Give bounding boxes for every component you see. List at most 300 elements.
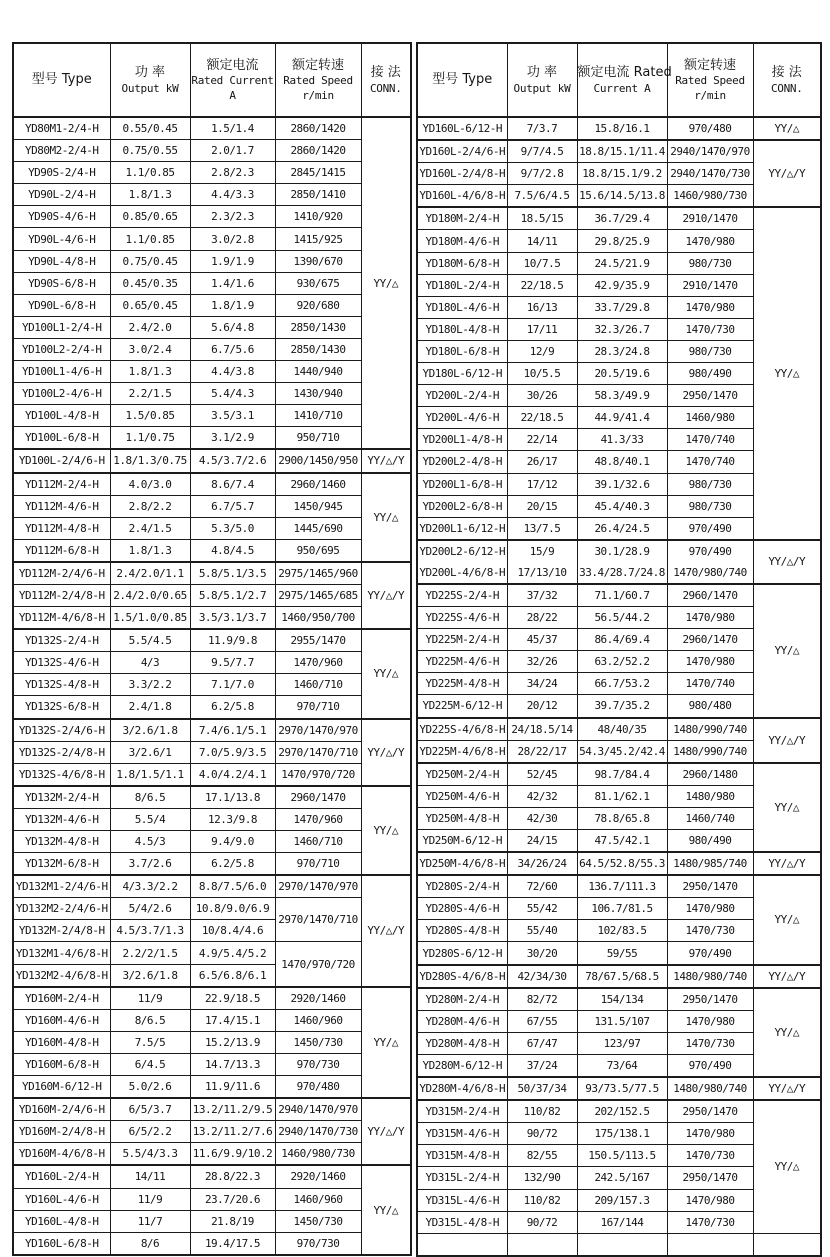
header-line: r/min	[302, 88, 334, 102]
cell-conn: YY/△	[361, 629, 411, 718]
cell-power: 24/18.5/14	[507, 718, 577, 741]
cell-current: 11.9/9.8	[190, 629, 275, 652]
cell-power: 17/11	[507, 318, 577, 340]
cell-speed: 1470/960	[275, 652, 361, 674]
cell-conn: YY/△/Y	[361, 875, 411, 986]
cell-speed: 1415/925	[275, 228, 361, 250]
cell-power: 5/4/2.6	[110, 898, 190, 920]
cell-speed: 1480/990/740	[667, 718, 753, 741]
cell-current: 5.8/5.1/3.5	[190, 562, 275, 585]
cell-power: 0.65/0.45	[110, 294, 190, 316]
cell-speed: 1470/730	[667, 1211, 753, 1233]
cell-power: 3/2.6/1.8	[110, 964, 190, 987]
cell-current: 9.4/9.0	[190, 831, 275, 853]
cell-speed: 1440/940	[275, 361, 361, 383]
cell-conn: YY/△	[753, 207, 821, 539]
cell-current: 6.7/5.7	[190, 495, 275, 517]
cell-type: YD180L-6/12-H	[417, 363, 507, 385]
cell-current: 6.2/5.8	[190, 853, 275, 876]
table-row	[417, 584, 821, 607]
header-line: 额定转速	[291, 57, 344, 73]
table-row	[13, 294, 411, 316]
cell-current: 18.8/15.1/11.4	[577, 140, 667, 163]
cell-power: 1.8/1.5/1.1	[110, 763, 190, 786]
cell-current: 5.6/4.8	[190, 316, 275, 338]
cell-current: 58.3/49.9	[577, 385, 667, 407]
cell-type: YD100L-6/8-H	[13, 427, 110, 450]
cell-speed: 2975/1465/685	[275, 584, 361, 606]
cell-type: YD280S-6/12-H	[417, 942, 507, 965]
table-row	[417, 1100, 821, 1123]
cell-type: YD160M-2/4/8-H	[13, 1121, 110, 1143]
cell-speed: 980/730	[667, 252, 753, 274]
cell-conn: YY/△/Y	[361, 449, 411, 472]
cell-type: YD160M-6/12-H	[13, 1076, 110, 1099]
cell-type: YD112M-2/4-H	[13, 473, 110, 496]
table-row	[13, 272, 411, 294]
table-row	[13, 1098, 411, 1121]
cell-current: 56.5/44.2	[577, 607, 667, 629]
cell-current: 66.7/53.2	[577, 673, 667, 695]
cell-current: 98.7/84.4	[577, 763, 667, 786]
cell-speed: 1470/980	[667, 230, 753, 252]
table-row	[13, 607, 411, 630]
cell-power: 12/9	[507, 340, 577, 362]
cell-type: YD250M-2/4-H	[417, 763, 507, 786]
cell-type: YD180M-4/6-H	[417, 230, 507, 252]
cell-speed: 970/490	[667, 540, 753, 562]
cell-current: 6.7/5.6	[190, 338, 275, 360]
cell-type: YD280S-4/8-H	[417, 920, 507, 942]
cell-type: YD180L-6/8-H	[417, 340, 507, 362]
table-row	[13, 831, 411, 853]
cell-current: 4.4/3.8	[190, 361, 275, 383]
cell-speed: 1450/730	[275, 1031, 361, 1053]
cell-power: 2.4/2.0/1.1	[110, 562, 190, 585]
cell-speed: 1460/980	[667, 407, 753, 429]
cell-type: YD200L-4/6/8-H	[417, 562, 507, 584]
cell-power: 14/11	[507, 230, 577, 252]
cell-power: 1.8/1.3	[110, 361, 190, 383]
cell-speed: 1470/980/740	[667, 562, 753, 584]
cell-type: YD180M-6/8-H	[417, 252, 507, 274]
cell-speed: 1470/980	[667, 296, 753, 318]
header-line: 接 法	[370, 65, 401, 81]
cell-power: 132/90	[507, 1167, 577, 1189]
column-header-conn	[753, 43, 821, 117]
cell-type: YD90L-6/8-H	[13, 294, 110, 316]
cell-power: 7.5/5	[110, 1031, 190, 1053]
cell-type: YD160L-2/4/6-H	[417, 140, 507, 163]
cell-type: YD315M-4/6-H	[417, 1123, 507, 1145]
header-line: 型号 Type	[31, 72, 92, 88]
cell-speed: 1390/670	[275, 250, 361, 272]
header-line: 额定电流	[206, 57, 259, 73]
table-row	[13, 741, 411, 763]
cell-type: YD180M-2/4-H	[417, 207, 507, 230]
cell-power: 6/5/3.7	[110, 1098, 190, 1121]
cell-power	[507, 1233, 577, 1256]
cell-speed: 2940/1470/730	[275, 1121, 361, 1143]
cell-type: YD132S-4/6/8-H	[13, 763, 110, 786]
cell-current: 14.7/13.3	[190, 1053, 275, 1075]
cell-conn: YY/△/Y	[753, 965, 821, 988]
header-line: Output kW	[513, 81, 571, 95]
cell-power: 28/22/17	[507, 740, 577, 763]
cell-current: 41.3/33	[577, 429, 667, 451]
cell-power: 1.5/0.85	[110, 405, 190, 427]
cell-type: YD100L-2/4/6-H	[13, 449, 110, 472]
cell-power: 7.5/6/4.5	[507, 185, 577, 208]
table-row	[417, 117, 821, 140]
cell-type: YD90S-6/8-H	[13, 272, 110, 294]
cell-power: 42/30	[507, 807, 577, 829]
header-line: Output kW	[121, 81, 179, 95]
cell-power: 90/72	[507, 1123, 577, 1145]
cell-conn: YY/△/Y	[753, 852, 821, 875]
cell-power: 3.0/2.4	[110, 338, 190, 360]
cell-current: 17.4/15.1	[190, 1009, 275, 1031]
cell-power: 9/7/4.5	[507, 140, 577, 163]
cell-current: 39.7/35.2	[577, 695, 667, 718]
cell-speed: 1470/960	[275, 808, 361, 830]
cell-current: 28.8/22.3	[190, 1165, 275, 1188]
table-row	[13, 473, 411, 496]
cell-current: 26.4/24.5	[577, 517, 667, 540]
table-row	[13, 1232, 411, 1255]
cell-type: YD225M-4/6-H	[417, 651, 507, 673]
cell-current: 63.2/52.2	[577, 651, 667, 673]
column-header-type	[13, 43, 110, 117]
cell-speed: 1470/730	[667, 1145, 753, 1167]
table-row	[13, 942, 411, 964]
cell-current: 123/97	[577, 1032, 667, 1054]
cell-current: 6.5/6.8/6.1	[190, 964, 275, 987]
cell-type: YD280M-4/6-H	[417, 1010, 507, 1032]
header-line: Current A	[593, 81, 651, 95]
cell-conn: YY/△/Y	[361, 1098, 411, 1165]
table-row	[13, 250, 411, 272]
cell-current: 21.8/19	[190, 1210, 275, 1232]
cell-type: YD132S-4/8-H	[13, 674, 110, 696]
cell-current: 1.8/1.9	[190, 294, 275, 316]
cell-current: 2.0/1.7	[190, 140, 275, 162]
cell-speed: 2950/1470	[667, 988, 753, 1011]
cell-current: 13.2/11.2/9.5	[190, 1098, 275, 1121]
table-row	[13, 898, 411, 920]
cell-power: 11/9	[110, 1188, 190, 1210]
cell-current: 42.9/35.9	[577, 274, 667, 296]
cell-power: 20/15	[507, 495, 577, 517]
cell-speed: 2900/1450/950	[275, 449, 361, 472]
cell-speed: 930/675	[275, 272, 361, 294]
cell-type: YD112M-4/6-H	[13, 495, 110, 517]
cell-current: 5.3/5.0	[190, 517, 275, 539]
cell-power: 67/47	[507, 1032, 577, 1054]
cell-type: YD112M-4/6/8-H	[13, 607, 110, 630]
cell-type: YD160L-2/4-H	[13, 1165, 110, 1188]
cell-speed	[667, 1233, 753, 1256]
table-row	[417, 207, 821, 230]
cell-current: 2.3/2.3	[190, 206, 275, 228]
cell-current: 78/67.5/68.5	[577, 965, 667, 988]
cell-type: YD100L2-2/4-H	[13, 338, 110, 360]
cell-type: YD160L-6/8-H	[13, 1232, 110, 1255]
cell-power: 2.4/1.5	[110, 517, 190, 539]
cell-speed: 970/480	[667, 117, 753, 140]
column-header-power	[507, 43, 577, 117]
cell-speed: 2920/1460	[275, 1165, 361, 1188]
table-row	[13, 539, 411, 562]
cell-speed: 980/490	[667, 830, 753, 853]
cell-type: YD160L-4/8-H	[13, 1210, 110, 1232]
cell-power: 7/3.7	[507, 117, 577, 140]
cell-power: 1.5/1.0/0.85	[110, 607, 190, 630]
cell-current: 2.8/2.3	[190, 162, 275, 184]
table-row	[417, 140, 821, 163]
header-row	[417, 43, 821, 117]
cell-current: 242.5/167	[577, 1167, 667, 1189]
table-row	[13, 987, 411, 1010]
table-row	[417, 718, 821, 741]
cell-speed: 1470/740	[667, 429, 753, 451]
cell-power: 30/26	[507, 385, 577, 407]
cell-speed: 980/730	[667, 473, 753, 495]
cell-type: YD315L-2/4-H	[417, 1167, 507, 1189]
cell-speed: 1470/980	[667, 1189, 753, 1211]
cell-current: 23.7/20.6	[190, 1188, 275, 1210]
cell-power: 22/18.5	[507, 274, 577, 296]
cell-power: 0.55/0.45	[110, 117, 190, 140]
cell-type: YD132M2-2/4/6-H	[13, 898, 110, 920]
cell-type: YD250M-4/6/8-H	[417, 852, 507, 875]
table-row	[13, 427, 411, 450]
cell-power: 45/37	[507, 629, 577, 651]
cell-current: 48.8/40.1	[577, 451, 667, 473]
cell-conn: YY/△	[361, 473, 411, 562]
table-row	[13, 517, 411, 539]
cell-power: 2.2/1.5	[110, 383, 190, 405]
cell-type: YD225M-4/8-H	[417, 673, 507, 695]
cell-power: 3.3/2.2	[110, 674, 190, 696]
cell-power: 8/6.5	[110, 1009, 190, 1031]
spec-table-right	[416, 42, 822, 1257]
table-row	[13, 1143, 411, 1166]
cell-power: 2.4/2.0	[110, 316, 190, 338]
cell-current: 47.5/42.1	[577, 830, 667, 853]
cell-type: YD132S-2/4/8-H	[13, 741, 110, 763]
cell-type: YD200L2-4/8-H	[417, 451, 507, 473]
cell-power: 8/6.5	[110, 786, 190, 809]
table-row	[417, 1233, 821, 1256]
cell-power: 34/26/24	[507, 852, 577, 875]
cell-speed: 1460/980/730	[275, 1143, 361, 1166]
cell-power: 67/55	[507, 1010, 577, 1032]
cell-speed: 1470/730	[667, 1032, 753, 1054]
cell-speed: 2970/1470/710	[275, 741, 361, 763]
cell-speed: 2970/1470/970	[275, 875, 361, 898]
cell-type: YD280M-2/4-H	[417, 988, 507, 1011]
cell-power: 0.85/0.65	[110, 206, 190, 228]
cell-type: YD280M-4/6/8-H	[417, 1077, 507, 1100]
cell-power: 0.75/0.55	[110, 140, 190, 162]
cell-current: 4.5/3.7/2.6	[190, 449, 275, 472]
cell-speed: 2960/1470	[667, 584, 753, 607]
cell-speed: 2970/1470/710	[275, 898, 361, 942]
cell-current: 45.4/40.3	[577, 495, 667, 517]
cell-speed: 1470/980	[667, 1010, 753, 1032]
cell-conn: YY/△	[753, 875, 821, 964]
cell-type: YD80M2-2/4-H	[13, 140, 110, 162]
table-row	[417, 763, 821, 786]
cell-power: 1.1/0.85	[110, 162, 190, 184]
table-row	[13, 1188, 411, 1210]
cell-current: 1.4/1.6	[190, 272, 275, 294]
cell-power: 6/4.5	[110, 1053, 190, 1075]
table-row	[13, 1076, 411, 1099]
cell-type: YD280S-4/6/8-H	[417, 965, 507, 988]
cell-type: YD180L-4/6-H	[417, 296, 507, 318]
cell-speed: 2850/1430	[275, 338, 361, 360]
cell-speed: 2910/1470	[667, 274, 753, 296]
cell-power: 3.7/2.6	[110, 853, 190, 876]
header-line: 功 率	[526, 65, 558, 81]
cell-current: 48/40/35	[577, 718, 667, 741]
header-line: CONN.	[770, 81, 803, 95]
table-row	[417, 1077, 821, 1100]
cell-speed: 1480/990/740	[667, 740, 753, 763]
cell-speed: 1480/980/740	[667, 965, 753, 988]
cell-power: 3/2.6/1	[110, 741, 190, 763]
cell-speed: 2950/1470	[667, 385, 753, 407]
table-row	[417, 875, 821, 898]
column-header-speed	[667, 43, 753, 117]
header-line: r/min	[694, 88, 726, 102]
cell-power: 82/55	[507, 1145, 577, 1167]
cell-current: 3.0/2.8	[190, 228, 275, 250]
cell-type: YD132S-4/6-H	[13, 652, 110, 674]
cell-speed: 2860/1420	[275, 117, 361, 140]
cell-current: 81.1/62.1	[577, 785, 667, 807]
cell-current: 15.6/14.5/13.8	[577, 185, 667, 208]
cell-current	[577, 1233, 667, 1256]
table-row	[13, 629, 411, 652]
cell-current: 8.8/7.5/6.0	[190, 875, 275, 898]
table-row	[13, 1031, 411, 1053]
table-row	[13, 117, 411, 140]
cell-speed: 2940/1470/730	[667, 163, 753, 185]
table-row	[13, 449, 411, 472]
cell-type: YD315M-2/4-H	[417, 1100, 507, 1123]
cell-speed: 1410/710	[275, 405, 361, 427]
cell-type: YD90S-4/6-H	[13, 206, 110, 228]
cell-power: 82/72	[507, 988, 577, 1011]
cell-power: 34/24	[507, 673, 577, 695]
cell-power: 20/12	[507, 695, 577, 718]
cell-speed: 1460/740	[667, 807, 753, 829]
cell-type: YD132M-2/4-H	[13, 786, 110, 809]
cell-power: 32/26	[507, 651, 577, 673]
cell-speed: 980/490	[667, 363, 753, 385]
cell-speed: 1470/970/720	[275, 942, 361, 987]
cell-type: YD225M-2/4-H	[417, 629, 507, 651]
cell-type: YD200L-2/4-H	[417, 385, 507, 407]
cell-current: 131.5/107	[577, 1010, 667, 1032]
table-row	[13, 405, 411, 427]
cell-conn: YY/△/Y	[361, 719, 411, 786]
cell-current: 22.9/18.5	[190, 987, 275, 1010]
cell-current: 29.8/25.9	[577, 230, 667, 252]
cell-current: 4.4/3.3	[190, 184, 275, 206]
cell-speed: 2970/1470/970	[275, 719, 361, 742]
cell-power: 5.5/4/3.3	[110, 1143, 190, 1166]
header-line: Rated Current	[191, 74, 274, 88]
header-line: 额定电流 Rated	[577, 65, 672, 81]
cell-speed: 2860/1420	[275, 140, 361, 162]
cell-current: 64.5/52.8/55.3	[577, 852, 667, 875]
cell-current: 36.7/29.4	[577, 207, 667, 230]
cell-type: YD250M-4/8-H	[417, 807, 507, 829]
cell-type: YD280M-6/12-H	[417, 1054, 507, 1077]
cell-type: YD200L1-4/8-H	[417, 429, 507, 451]
cell-power: 9/7/2.8	[507, 163, 577, 185]
cell-speed: 2955/1470	[275, 629, 361, 652]
cell-current: 20.5/19.6	[577, 363, 667, 385]
cell-speed: 2850/1410	[275, 184, 361, 206]
cell-speed: 1470/970/720	[275, 763, 361, 786]
cell-type: YD132M-4/8-H	[13, 831, 110, 853]
table-row	[13, 228, 411, 250]
cell-conn: YY/△	[753, 584, 821, 718]
column-header-speed	[275, 43, 361, 117]
header-line: 额定转速	[683, 57, 736, 73]
cell-current: 11.9/11.6	[190, 1076, 275, 1099]
cell-current: 11.6/9.9/10.2	[190, 1143, 275, 1166]
cell-type: YD200L1-6/12-H	[417, 517, 507, 540]
cell-current: 24.5/21.9	[577, 252, 667, 274]
cell-type: YD132S-6/8-H	[13, 696, 110, 719]
table-row	[13, 763, 411, 786]
cell-power: 0.45/0.35	[110, 272, 190, 294]
cell-current: 9.5/7.7	[190, 652, 275, 674]
cell-current: 12.3/9.8	[190, 808, 275, 830]
cell-current: 18.8/15.1/9.2	[577, 163, 667, 185]
table-row	[13, 786, 411, 809]
cell-power: 2.8/2.2	[110, 495, 190, 517]
cell-speed: 980/730	[667, 495, 753, 517]
cell-speed: 2850/1430	[275, 316, 361, 338]
table-row	[13, 696, 411, 719]
cell-type: YD100L-4/8-H	[13, 405, 110, 427]
cell-current: 30.1/28.9	[577, 540, 667, 562]
cell-type: YD160M-4/8-H	[13, 1031, 110, 1053]
cell-type: YD132S-2/4/6-H	[13, 719, 110, 742]
cell-current: 93/73.5/77.5	[577, 1077, 667, 1100]
cell-speed: 970/710	[275, 853, 361, 876]
cell-power: 14/11	[110, 1165, 190, 1188]
cell-current: 59/55	[577, 942, 667, 965]
cell-current: 10/8.4/4.6	[190, 920, 275, 942]
cell-current: 6.2/5.8	[190, 696, 275, 719]
cell-current: 5.8/5.1/2.7	[190, 584, 275, 606]
cell-current: 7.0/5.9/3.5	[190, 741, 275, 763]
cell-conn: YY/△	[753, 1100, 821, 1233]
cell-type: YD80M1-2/4-H	[13, 117, 110, 140]
table-row	[13, 338, 411, 360]
cell-power: 3/2.6/1.8	[110, 719, 190, 742]
cell-speed: 1470/730	[667, 920, 753, 942]
cell-speed: 1480/980/740	[667, 1077, 753, 1100]
